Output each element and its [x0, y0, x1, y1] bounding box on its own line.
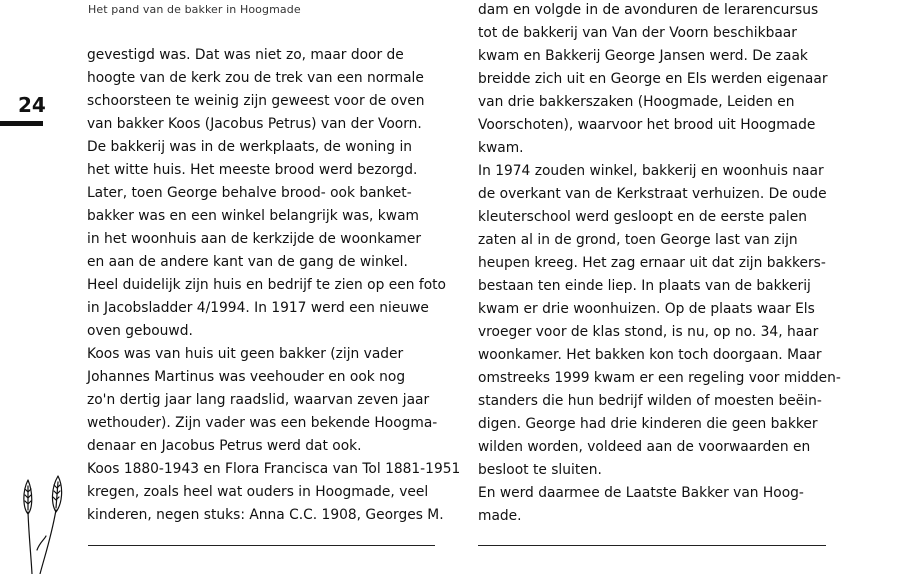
- text-line: kwam en Bakkerij George Jansen werd. De zaak: [478, 48, 808, 64]
- text-line: made.: [478, 508, 522, 524]
- text-line: vroeger voor de klas stond, is nu, op no. 34, haar: [478, 324, 819, 340]
- text-line: in Jacobsladder 4/1994. In 1917 werd een nieuwe: [87, 300, 429, 316]
- text-line: de overkant van de Kerkstraat verhuizen. De oude: [478, 186, 827, 202]
- text-line: besloot te sluiten.: [478, 462, 602, 478]
- text-line: Koos 1880-1943 en Flora Francisca van Tol 1881-1951: [87, 461, 461, 477]
- text-line: kleuterschool werd gesloopt en de eerste palen: [478, 209, 807, 225]
- text-line: zaten al in de grond, toen George last van zijn: [478, 232, 798, 248]
- wheat-icon: [18, 470, 74, 574]
- text-line: Voorschoten), waarvoor het brood uit Hoogmade: [478, 117, 816, 133]
- text-line: De bakkerij was in de werkplaats, de woning in: [87, 139, 413, 155]
- left-text-column: [87, 44, 461, 527]
- text-line: woonkamer. Het bakken kon toch doorgaan. Maar: [478, 347, 822, 363]
- text-line: bakker was en een winkel belangrijk was, kwam: [87, 208, 419, 224]
- text-line: standers die hun bedrijf wilden of moesten beëin-: [478, 393, 822, 409]
- text-line: digen. George had drie kinderen die geen bakker: [478, 416, 818, 432]
- text-line: Heel duidelijk zijn huis en bedrijf te zien op een foto: [87, 277, 446, 293]
- text-line: en aan de andere kant van de gang de winkel.: [87, 254, 408, 270]
- text-line: Johannes Martinus was veehouder en ook nog: [87, 369, 406, 385]
- text-line: heupen kreeg. Het zag ernaar uit dat zijn bakkers-: [478, 255, 826, 271]
- text-line: hoogte van de kerk zou de trek van een normale: [87, 70, 424, 86]
- right-text-column: [478, 0, 841, 528]
- text-line: schoorsteen te weinig zijn geweest voor de oven: [87, 93, 425, 109]
- page-number-rule: [0, 121, 43, 126]
- text-line: breidde zich uit en George en Els werden eigenaar: [478, 71, 828, 87]
- text-line: In 1974 zouden winkel, bakkerij en woonhuis naar: [478, 163, 824, 179]
- text-line: denaar en Jacobus Petrus werd dat ook.: [87, 438, 362, 454]
- text-line: oven gebouwd.: [87, 323, 193, 339]
- left-column-bottom-rule: [88, 545, 435, 546]
- text-line: van drie bakkerszaken (Hoogmade, Leiden en: [478, 94, 795, 110]
- text-line: gevestigd was. Dat was niet zo, maar door de: [87, 47, 404, 63]
- text-line: kregen, zoals heel wat ouders in Hoogmade, veel: [87, 484, 429, 500]
- text-line: omstreeks 1999 kwam er een regeling voor midden-: [478, 370, 841, 386]
- running-header: Het pand van de bakker in Hoogmade: [88, 3, 301, 16]
- text-line: van bakker Koos (Jacobus Petrus) van der Voorn.: [87, 116, 422, 132]
- page-number: 24: [18, 93, 46, 117]
- text-line: kinderen, negen stuks: Anna C.C. 1908, Georges M.: [87, 507, 444, 523]
- text-line: het witte huis. Het meeste brood werd bezorgd.: [87, 162, 418, 178]
- text-line: kwam er drie woonhuizen. Op de plaats waar Els: [478, 301, 815, 317]
- text-line: Koos was van huis uit geen bakker (zijn vader: [87, 346, 404, 362]
- text-line: tot de bakkerij van Van der Voorn beschikbaar: [478, 25, 797, 41]
- text-line: zo'n dertig jaar lang raadslid, waarvan zeven jaar: [87, 392, 430, 408]
- text-line: dam en volgde in de avonduren de lerarencursus: [478, 2, 819, 18]
- text-line: wethouder). Zijn vader was een bekende Hoogma-: [87, 415, 438, 431]
- text-line: wilden worden, voldeed aan de voorwaarden en: [478, 439, 811, 455]
- text-line: bestaan ten einde liep. In plaats van de bakkerij: [478, 278, 811, 294]
- text-line: Later, toen George behalve brood- ook banket-: [87, 185, 412, 201]
- text-line: kwam.: [478, 140, 524, 156]
- text-line: En werd daarmee de Laatste Bakker van Hoog-: [478, 485, 804, 501]
- text-line: in het woonhuis aan de kerkzijde de woonkamer: [87, 231, 422, 247]
- right-column-bottom-rule: [478, 545, 826, 546]
